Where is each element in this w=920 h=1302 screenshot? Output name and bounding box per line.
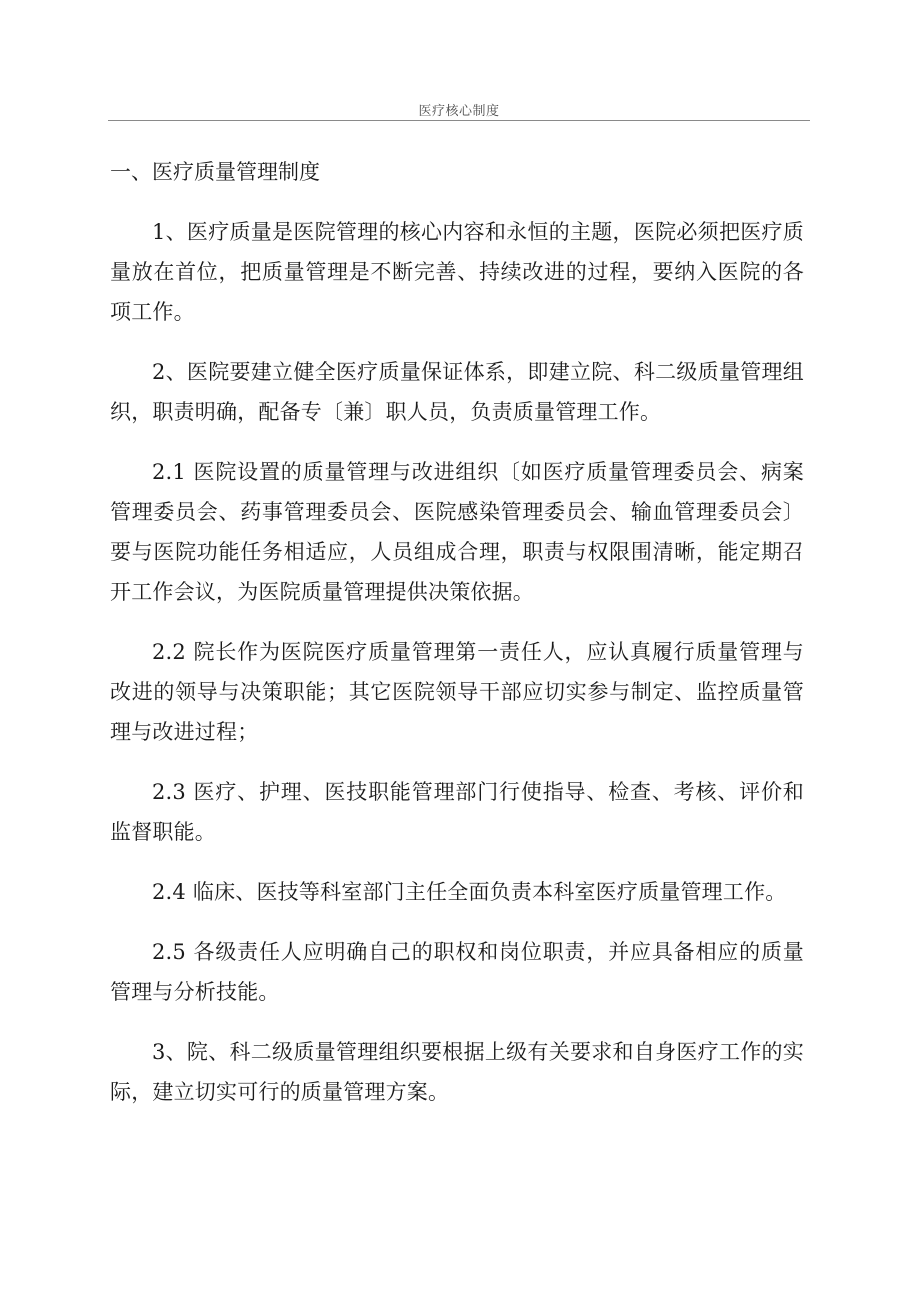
paragraph-2-3: 2.3 医疗、护理、医技职能管理部门行使指导、检查、考核、评价和监督职能。 (110, 780, 804, 844)
paragraph-2-2: 2.2 院长作为医院医疗质量管理第一责任人，应认真履行质量管理与改进的领导与决策职能；其它医院领导干部应切实参与制定、监控质量管理与改进过程； (110, 640, 804, 744)
paragraph-2: 2、医院要建立健全医疗质量保证体系，即建立院、科二级质量管理组织，职责明确，配备专〔兼〕职人员，负责质量管理工作。 (110, 360, 804, 424)
section-title: 一、医疗质量管理制度 (110, 160, 320, 184)
header-divider (108, 120, 810, 121)
running-header: 医疗核心制度 (418, 104, 500, 119)
paragraph-2-4: 2.4 临床、医技等科室部门主任全面负责本科室医疗质量管理工作。 (152, 880, 787, 904)
paragraph-2-5: 2.5 各级责任人应明确自己的职权和岗位职责，并应具备相应的质量管理与分析技能。 (110, 940, 804, 1004)
paragraph-1: 1、医疗质量是医院管理的核心内容和永恒的主题，医院必须把医疗质量放在首位，把质量管理是不断完善、持续改进的过程，要纳入医院的各项工作。 (110, 220, 804, 324)
paragraph-3: 3、院、科二级质量管理组织要根据上级有关要求和自身医疗工作的实际，建立切实可行的质量管理方案。 (110, 1040, 804, 1104)
document-body (110, 152, 804, 1132)
paragraph-2-1: 2.1 医院设置的质量管理与改进组织〔如医疗质量管理委员会、病案管理委员会、药事管理委员会、医院感染管理委员会、输血管理委员会〕要与医院功能任务相适应，人员组成合理，职责与权限围清晰，能定期召开工作会议，为医院质量管理提供决策依据。 (110, 460, 804, 604)
